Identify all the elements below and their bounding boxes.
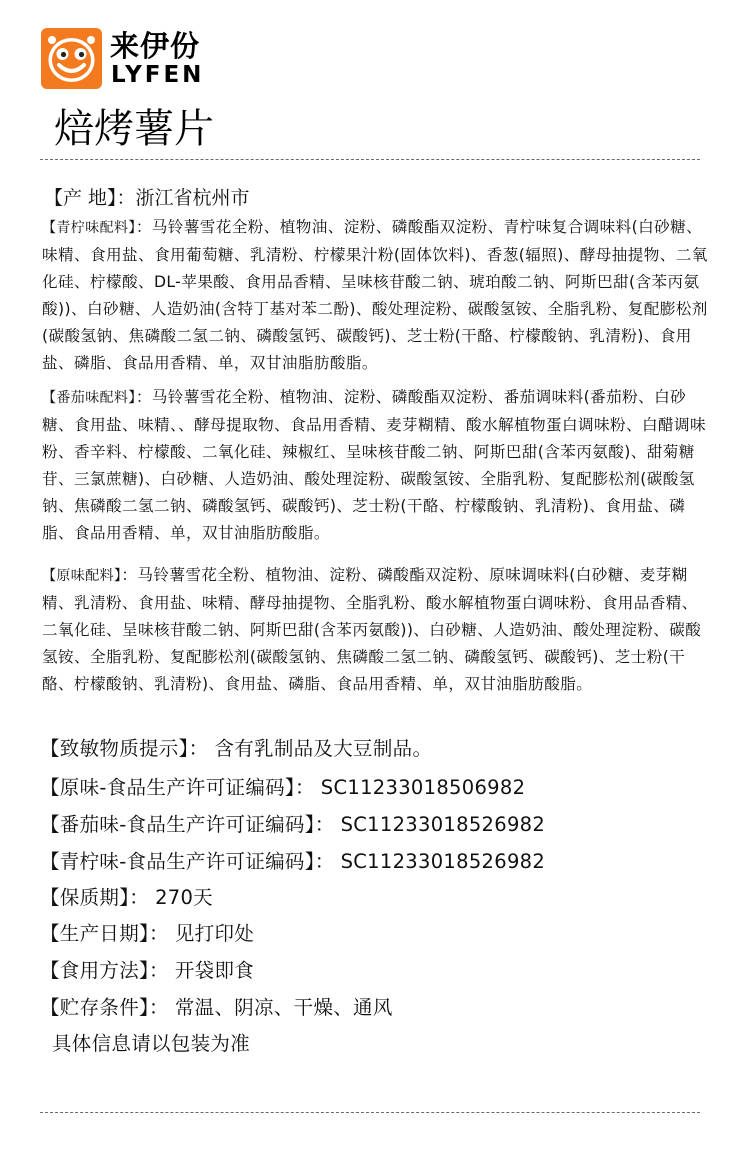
product-title: 焙烤薯片 xyxy=(54,106,214,152)
origin-label: 【产 地】 xyxy=(44,187,117,209)
info-value: 开袋即食 xyxy=(174,959,255,982)
ingredients-tomato-label: 【番茄味配料】 xyxy=(42,390,136,406)
info-row-license-tomato xyxy=(40,812,545,838)
info-value: 含有乳制品及大豆制品。 xyxy=(214,737,433,760)
ingredients-original xyxy=(42,562,712,698)
ingredients-lemon-label: 【青柠味配料】 xyxy=(42,220,136,236)
info-row-allergen xyxy=(40,736,432,762)
info-row-shelf-life xyxy=(40,885,213,911)
info-label: 【贮存条件】： xyxy=(40,996,169,1019)
info-row-license-lemon xyxy=(40,849,545,875)
info-label: 【食用方法】： xyxy=(40,959,169,982)
info-value: 270天 xyxy=(155,886,213,909)
lyfen-smiley-logo-icon xyxy=(41,28,102,89)
divider-top xyxy=(40,159,700,160)
divider-bottom xyxy=(40,1112,700,1113)
ingredients-lemon-text: ：马铃薯雪花全粉、植物油、淀粉、磷酸酯双淀粉、青柠味复合调味料(白砂糖、味精、食用盐、食用葡萄糖、乳清粉、柠檬果汁粉(固体饮料)、香葱(辐照)、酵母抽提物、二氧化硅、柠檬酸、DL-苹果酸、食用品香精、呈味核苷酸二钠、琥珀酸二钠、阿斯巴甜(含苯丙氨酸))、白砂糖、人造奶油(含特丁基对苯二酚)、酸处理淀粉、碳酸氢铵、全脂乳粉、复配膨松剂(碳酸氢钠、焦磷酸二氢二钠、磷酸氢钙、碳酸钙)、芝士粉(干酪、柠檬酸钠、乳清粉)、食用盐、磷脂、食品用香精、单，双甘油脂肪酸脂。 xyxy=(42,218,708,372)
ingredients-original-label: 【原味配料】 xyxy=(42,568,122,584)
ingredients-tomato xyxy=(42,384,712,547)
info-value: SC11233018506982 xyxy=(320,776,526,799)
info-label: 【保质期】： xyxy=(40,886,150,909)
origin-value: ：浙江省杭州市 xyxy=(116,187,250,209)
info-value: SC11233018526982 xyxy=(340,813,546,836)
ingredients-original-text: ：马铃薯雪花全粉、植物油、淀粉、磷酸酯双淀粉、原味调味料(白砂糖、麦芽糊精、乳清粉、食用盐、味精、酵母抽提物、全脂乳粉、酸水解植物蛋白调味粉、食用品香精、二氧化硅、呈味核苷酸二钠、阿斯巴甜(含苯丙氨酸))、白砂糖、人造奶油、酸处理淀粉、碳酸氢铵、全脂乳粉、复配膨松剂(碳酸氢钠、焦磷酸二氢二钠、磷酸氢钙、碳酸钙)、芝士粉(干酪、柠檬酸钠、乳清粉)、食用盐、磷脂、食品用香精、单，双甘油脂肪酸脂。 xyxy=(42,566,702,693)
ingredients-tomato-text: ：马铃薯雪花全粉、植物油、淀粉、磷酸酯双淀粉、番茄调味料(番茄粉、白砂糖、食用盐、味精、、酵母提取物、食品用香精、麦芽糊精、酸水解植物蛋白调味粉、白醋调味粉、香辛料、柠檬酸、二氧化硅、辣椒红、呈味核苷酸二钠、阿斯巴甜(含苯丙氨酸)、甜菊糖苷、三氯蔗糖)、白砂糖、人造奶油、酸处理淀粉、碳酸氢铵、全脂乳粉、复配膨松剂(碳酸氢钠、焦磷酸二氢二钠、磷酸氢钙、碳酸钙)、芝士粉(干酪、柠檬酸钠、乳清粉)、食用盐、磷脂、食品用香精、单，双甘油脂肪酸脂。 xyxy=(42,388,706,542)
info-row-license-original xyxy=(40,775,525,801)
info-row-usage xyxy=(40,958,254,984)
info-row-storage xyxy=(40,995,393,1021)
info-value: 见打印处 xyxy=(174,922,255,945)
info-row-production-date xyxy=(40,921,254,947)
brand-name-cn: 来伊份 xyxy=(110,29,201,63)
origin-row xyxy=(44,185,250,211)
info-label: 【番茄味-食品生产许可证编码】： xyxy=(40,813,335,836)
packaging-note: 具体信息请以包装为准 xyxy=(52,1032,251,1055)
info-label: 【生产日期】： xyxy=(40,922,169,945)
info-label: 【原味-食品生产许可证编码】： xyxy=(40,776,315,799)
brand-name-en: LYFEN xyxy=(111,62,205,88)
info-label: 【致敏物质提示】： xyxy=(40,737,209,760)
info-label: 【青柠味-食品生产许可证编码】： xyxy=(40,850,335,873)
info-value: 常温、阴凉、干燥、通风 xyxy=(174,996,393,1019)
ingredients-lemon xyxy=(42,214,712,377)
info-value: SC11233018526982 xyxy=(340,850,546,873)
